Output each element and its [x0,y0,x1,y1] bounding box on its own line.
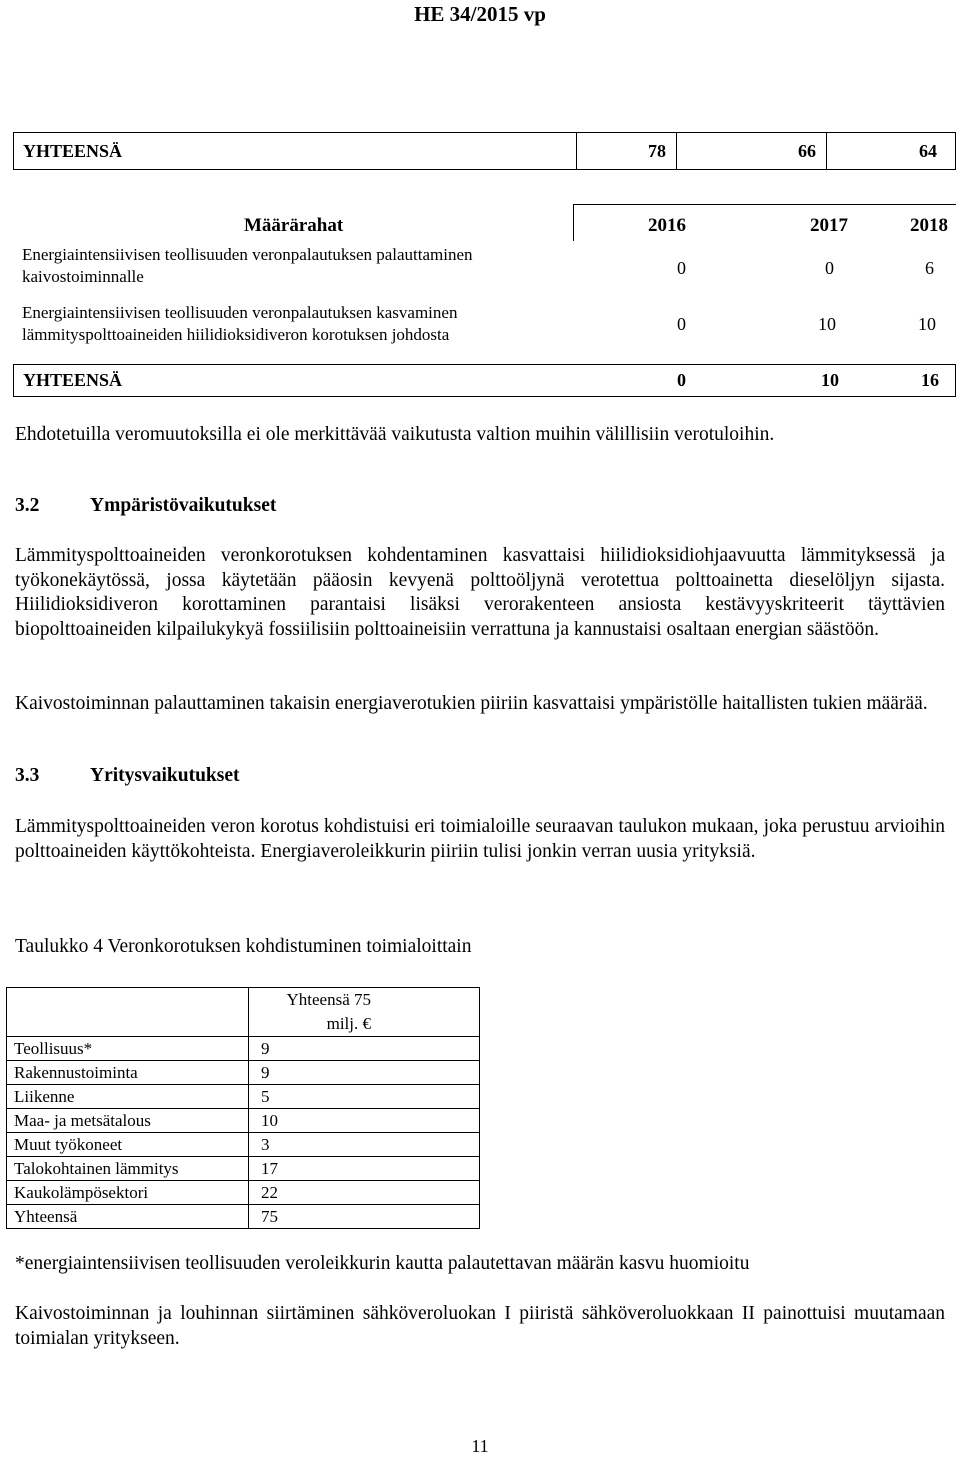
paragraph-text: Lämmityspolttoaineiden veronkorotuksen kohdentaminen kasvattaisi hiilidioksidiohjaavuutta lämmityksessä ja työkonekäytössä, jossa käytetään pääosin kevyenä polttoöljynä verotettua polttoainetta dieselöljyn sijasta. Hiilidioksidiveron korottaminen parantaisi lisäksi verorakenteen ansiosta kestävyyskriteerit täyttävien biopolttoaineiden kilpailukykyä fossiilisiin polttoaineisiin verrattuna ja kannustaisi osaltaan energian säästöön. [15,545,945,640]
paragraph-environment [15,544,945,642]
section-heading-3-3 [15,765,240,787]
row-1-value-2018: 6 [925,258,934,278]
row-1-value-2017: 0 [825,258,834,278]
row-label: Maa- ja metsätalous [7,1109,249,1133]
appropriations-table-header [14,205,956,241]
row-1-line-1: Energiaintensiivisen teollisuuden veronpalautuksen palauttaminen [22,245,473,264]
footnote [15,1252,945,1277]
sector-table [6,987,480,1229]
row-label: Talokohtainen lämmitys [7,1157,249,1181]
section-title: Ympäristövaikutukset [90,495,277,516]
section-number: 3.3 [15,765,40,786]
paragraph-text: Ehdotetuilla veromuutoksilla ei ole merkittävää vaikutusta valtion muihin välillisiin verotuloihin. [15,424,775,445]
year-2017: 2017 [810,215,848,236]
summary-table-1 [13,132,956,170]
row-value: 3 [249,1133,480,1157]
header-line-1: Yhteensä 75 [286,990,371,1009]
paragraph-text: Kaivostoiminnan palauttaminen takaisin energiaverotukien piiriin kasvattaisi ympäristölle haitallisten tukien määrää. [15,693,928,714]
table-header-row [7,988,480,1037]
total-value-2016: 0 [677,370,686,390]
year-2018: 2018 [910,215,948,236]
summary-value-2016: 78 [577,133,677,169]
row-value: 17 [249,1157,480,1181]
row-value: 75 [249,1205,480,1229]
appropriations-total-row [13,364,956,397]
table-row [7,1205,480,1229]
table-row [7,1061,480,1085]
page-number: 11 [471,1436,489,1456]
row-value: 9 [249,1037,480,1061]
year-2016: 2016 [648,215,686,236]
table-row [7,1037,480,1061]
total-value-2018: 16 [921,370,939,390]
appropriation-row-1-label [22,244,562,288]
footnote-text: *energiaintensiivisen teollisuuden veroleikkurin kautta palautettavan määrän kasvu huomioitu [15,1253,750,1274]
row-value: 22 [249,1181,480,1205]
row-label: Kaukolämpösektori [7,1181,249,1205]
paragraph-electricity-tax [15,1302,945,1351]
summary-value-2018: 64 [919,141,937,161]
row-1-line-2: kaivostoiminnalle [22,267,144,286]
summary-label: YHTEENSÄ [14,133,577,169]
caption-text: Taulukko 4 Veronkorotuksen kohdistuminen toimialoittain [15,936,472,957]
paragraph-text: Kaivostoiminnan ja louhinnan siirtäminen sähköveroluokan I piiristä sähköveroluokkaan II painottuisi muutamaan toimialan yritykseen. [15,1303,945,1349]
paragraph-business [15,815,945,864]
header-line-2: milj. € [326,1014,371,1033]
appropriation-row-2-label [22,302,562,346]
table4-caption [15,935,945,960]
row-1-value-2016: 0 [677,258,686,278]
header-empty-cell [7,988,249,1037]
header-cell [249,988,480,1037]
table-row [7,1085,480,1109]
total-label: YHTEENSÄ [23,370,123,390]
section-number: 3.2 [15,495,40,516]
row-label: Teollisuus* [7,1037,249,1061]
row-value: 9 [249,1061,480,1085]
paragraph-text: Lämmityspolttoaineiden veron korotus kohdistuisi eri toimialoille seuraavan taulukon mukaan, joka perustuu arvioihin polttoaineiden käyttökohteista. Energiaveroleikkurin piiriin tulisi jonkin verran uusia yrityksiä. [15,816,945,862]
row-value: 10 [249,1109,480,1133]
appropriations-title: Määrärahat [244,215,344,236]
summary-value-2017: 66 [677,133,827,169]
row-2-value-2016: 0 [677,314,686,334]
row-label: Liikenne [7,1085,249,1109]
row-label: Yhteensä [7,1205,249,1229]
section-title: Yritysvaikutukset [90,765,240,786]
table-row [7,1181,480,1205]
total-value-2017: 10 [821,370,839,390]
table-row [7,1157,480,1181]
paragraph-mining [15,692,945,717]
page-header: HE 34/2015 vp [414,2,546,26]
row-2-value-2018: 10 [918,314,936,334]
section-heading-3-2 [15,495,276,517]
row-label: Rakennustoiminta [7,1061,249,1085]
table-row [7,1109,480,1133]
row-2-line-1: Energiaintensiivisen teollisuuden veronpalautuksen kasvaminen [22,303,458,322]
row-value: 5 [249,1085,480,1109]
row-label: Muut työkoneet [7,1133,249,1157]
paragraph-indirect-tax [15,423,945,448]
row-2-line-2: lämmityspolttoaineiden hiilidioksidiveron korotuksen johdosta [22,325,450,344]
table-row [7,1133,480,1157]
row-2-value-2017: 10 [818,314,836,334]
